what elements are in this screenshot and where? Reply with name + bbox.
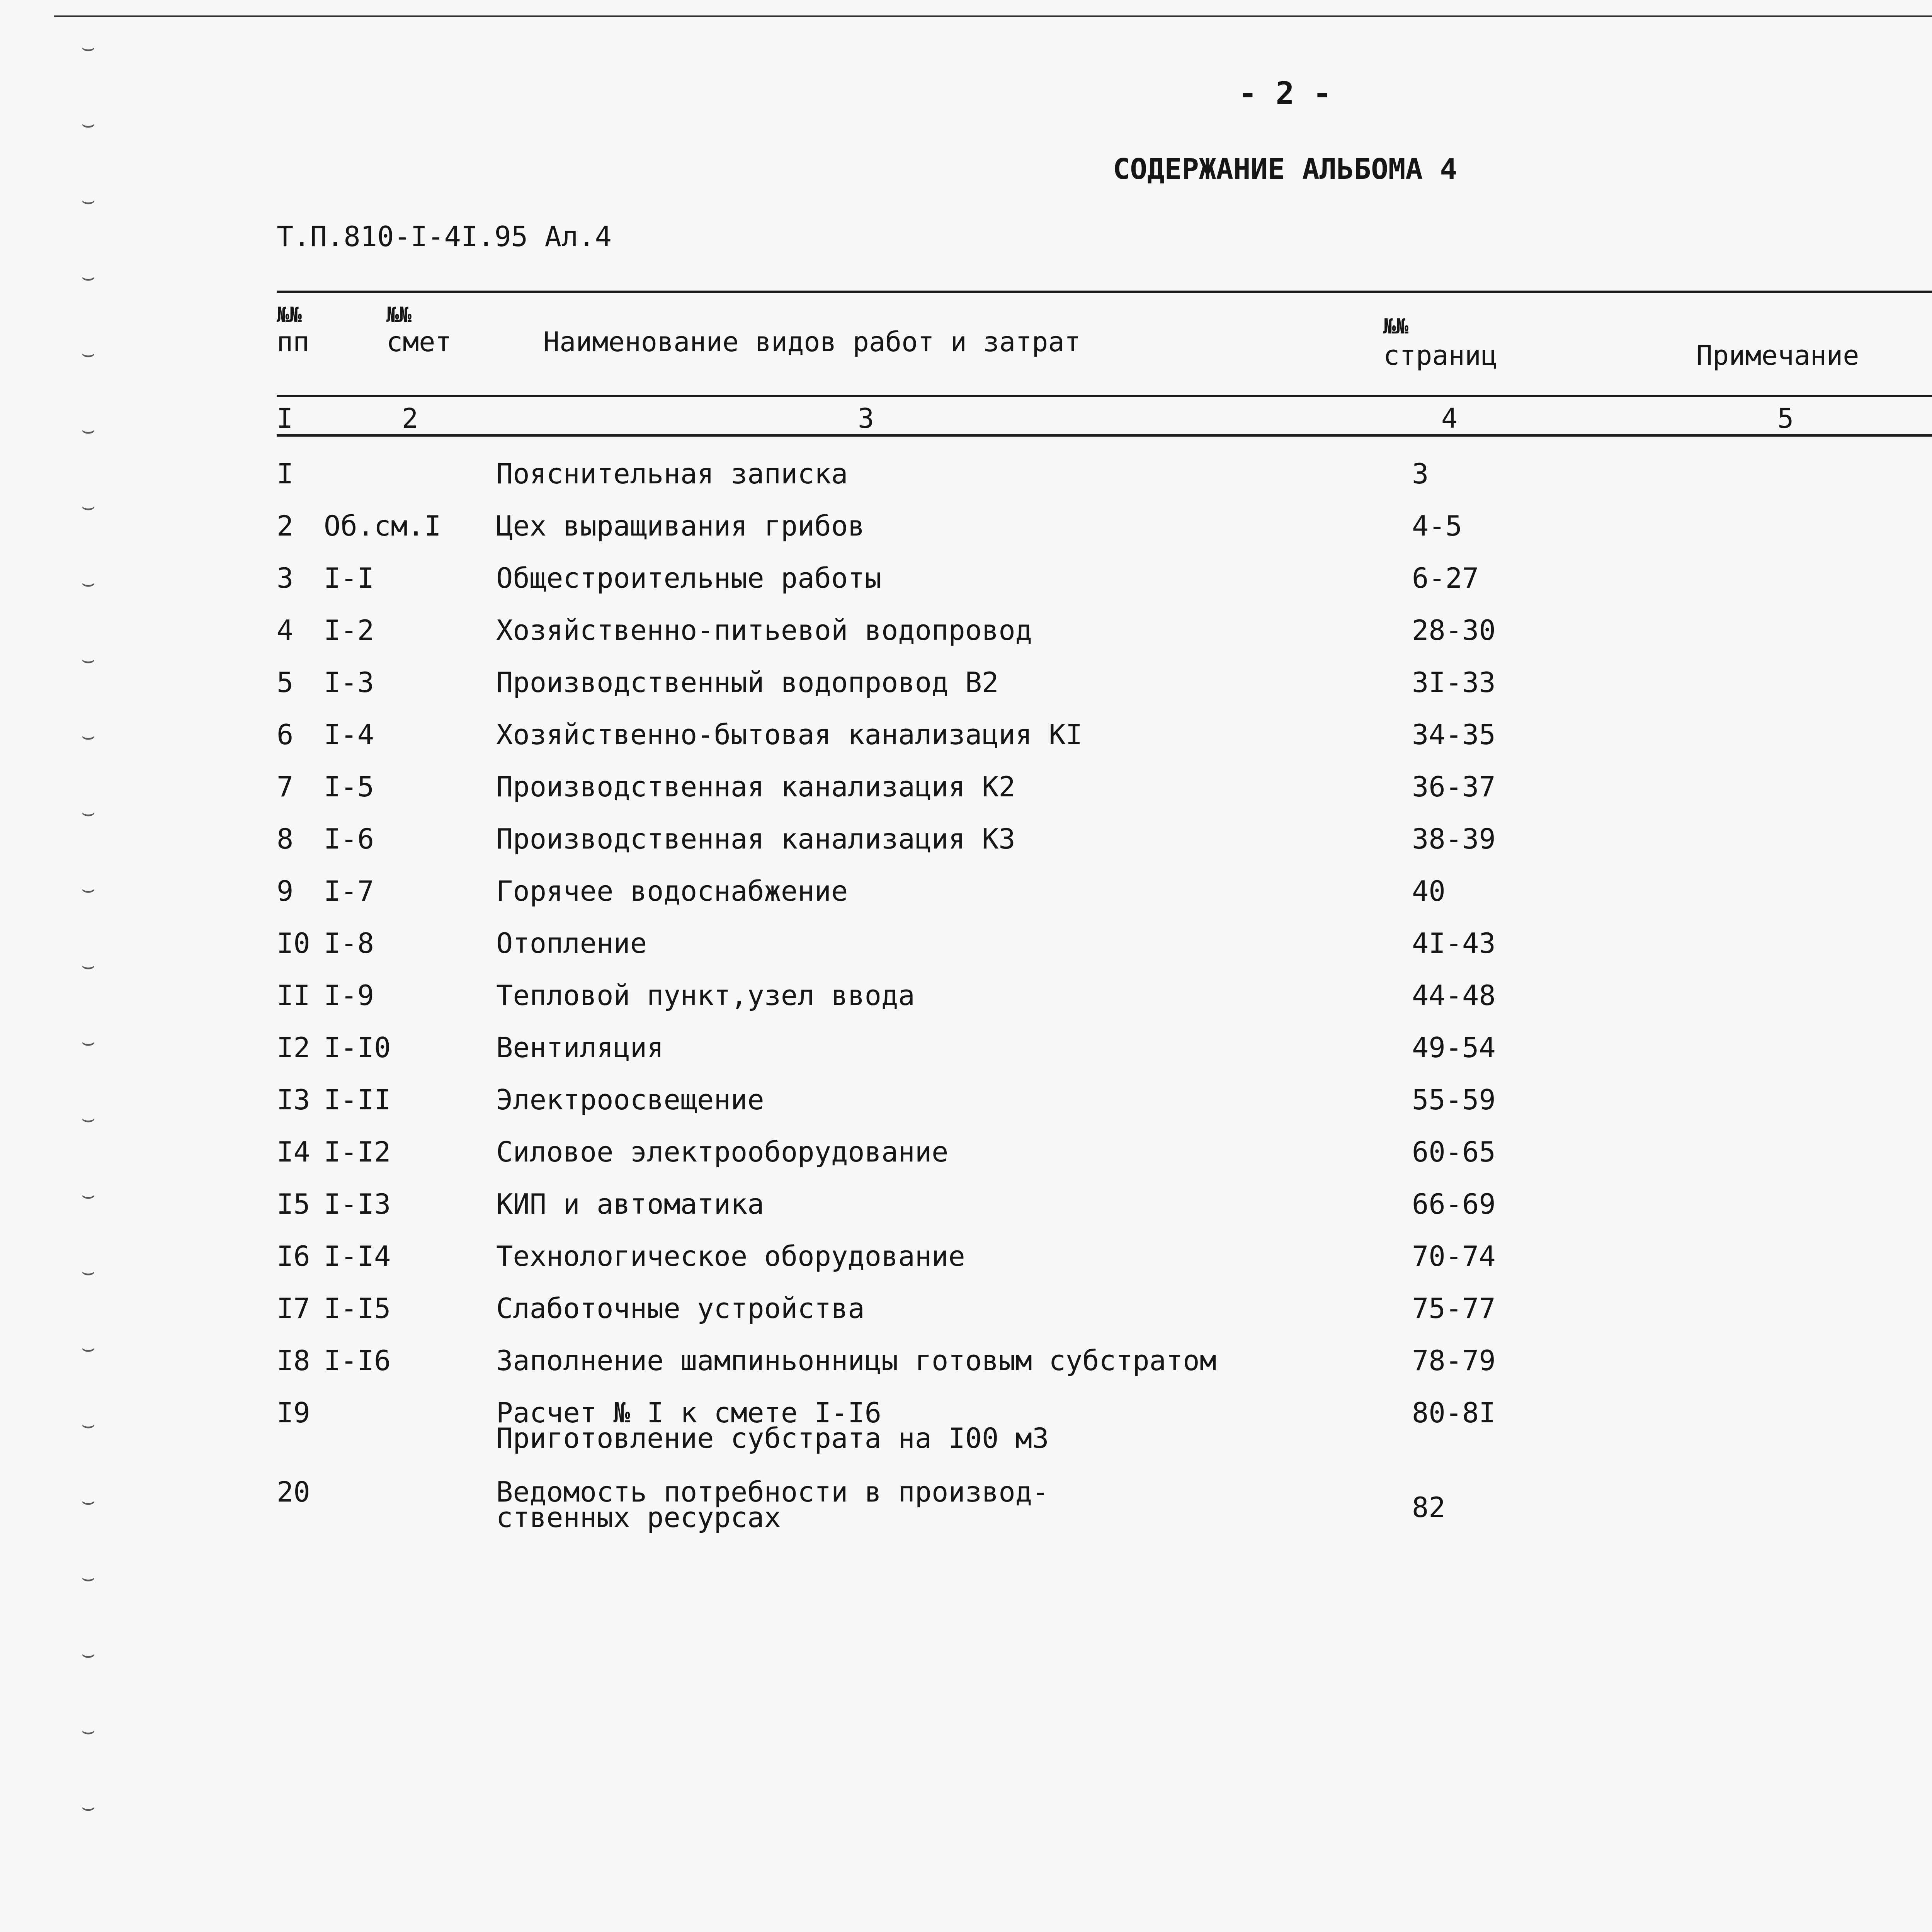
row-number: I0 bbox=[277, 927, 310, 959]
row-pages: 3 bbox=[1412, 457, 1429, 490]
row-work-name: Производственная канализация К3 bbox=[496, 823, 1015, 855]
scan-edge-line bbox=[54, 15, 1932, 17]
perforation-mark: ⌣ bbox=[81, 723, 95, 748]
row-pages: 36-37 bbox=[1412, 770, 1496, 803]
row-pages: 82 bbox=[1412, 1491, 1446, 1524]
row-estimate-number: I-I6 bbox=[324, 1344, 391, 1377]
perforation-mark: ⌣ bbox=[81, 35, 95, 60]
document-title: СОДЕРЖАНИЕ АЛЬБОМА 4 bbox=[1113, 153, 1458, 186]
row-pages: 80-8I bbox=[1412, 1396, 1496, 1429]
row-estimate-number: Об.см.I bbox=[324, 510, 441, 542]
table-row bbox=[0, 1242, 1932, 1293]
row-pages: 75-77 bbox=[1412, 1292, 1496, 1325]
row-work-name: Хозяйственно-питьевой водопровод bbox=[496, 614, 1032, 646]
row-pages: 60-65 bbox=[1412, 1136, 1496, 1168]
perforation-mark: ⌣ bbox=[81, 1029, 95, 1054]
col5-header: Примечание bbox=[1696, 340, 1859, 371]
perforation-mark: ⌣ bbox=[81, 1182, 95, 1208]
header-top-rule bbox=[277, 291, 1932, 293]
row-work-name: Общестроительные работы bbox=[496, 562, 881, 594]
table-row bbox=[0, 981, 1932, 1032]
column-numbers-rule bbox=[277, 434, 1932, 437]
row-number: II bbox=[277, 979, 310, 1012]
perforation-mark: ⌣ bbox=[81, 111, 95, 136]
header-bottom-rule bbox=[277, 395, 1932, 397]
table-row bbox=[0, 1294, 1932, 1345]
row-work-name: Хозяйственно-бытовая канализация КI bbox=[496, 718, 1083, 751]
row-pages: 38-39 bbox=[1412, 823, 1496, 855]
row-estimate-number: I-5 bbox=[324, 770, 374, 803]
perforation-mark: ⌣ bbox=[81, 570, 95, 595]
col2-header: смет bbox=[386, 326, 452, 358]
row-number: 8 bbox=[277, 823, 294, 855]
perforation-mark: ⌣ bbox=[81, 341, 95, 366]
row-work-name: Заполнение шампиньонницы готовым субстратом bbox=[496, 1344, 1216, 1377]
row-number: I6 bbox=[277, 1240, 310, 1272]
row-estimate-number: I-6 bbox=[324, 823, 374, 855]
col1-header: пп bbox=[277, 326, 310, 358]
table-row bbox=[0, 616, 1932, 667]
row-number: I8 bbox=[277, 1344, 310, 1377]
row-estimate-number: I-4 bbox=[324, 718, 374, 751]
row-estimate-number: I-I5 bbox=[324, 1292, 391, 1325]
row-work-name: Расчет № I к смете I-I6 bbox=[496, 1396, 881, 1429]
row-number: 4 bbox=[277, 614, 294, 646]
row-pages: 55-59 bbox=[1412, 1083, 1496, 1116]
table-row bbox=[0, 877, 1932, 927]
perforation-mark: ⌣ bbox=[81, 647, 95, 672]
perforation-mark: ⌣ bbox=[81, 1641, 95, 1667]
row-estimate-number: I-7 bbox=[324, 875, 374, 907]
col2-sign: №№ bbox=[386, 303, 412, 327]
col4-sign: №№ bbox=[1383, 314, 1409, 338]
table-row bbox=[0, 1083, 1932, 1136]
perforation-mark: ⌣ bbox=[81, 876, 95, 901]
perforation-mark: ⌣ bbox=[81, 1565, 95, 1590]
row-work-name: КИП и автоматика bbox=[496, 1188, 764, 1220]
document-code: Т.П.810-I-4I.95 Ал.4 bbox=[277, 220, 612, 253]
perforation-mark: ⌣ bbox=[81, 188, 95, 213]
table-row bbox=[0, 1190, 1932, 1240]
page-number: - 2 - bbox=[1238, 75, 1332, 111]
row-estimate-number: I-I bbox=[324, 562, 374, 594]
row-pages: 34-35 bbox=[1412, 718, 1496, 751]
row-pages: 3I-33 bbox=[1412, 666, 1496, 699]
row-work-name: Отопление bbox=[496, 927, 647, 959]
table-row bbox=[0, 1031, 1932, 1084]
row-pages: 49-54 bbox=[1412, 1031, 1496, 1064]
row-number: 5 bbox=[277, 666, 294, 699]
row-work-name: Силовое электрооборудование bbox=[496, 1136, 949, 1168]
row-work-name: Технологическое оборудование bbox=[496, 1240, 965, 1272]
row-pages: 78-79 bbox=[1412, 1344, 1496, 1377]
row-number: I5 bbox=[277, 1188, 310, 1220]
perforation-mark: ⌣ bbox=[81, 1794, 95, 1820]
row-number: 3 bbox=[277, 562, 294, 594]
perforation-mark: ⌣ bbox=[81, 1106, 95, 1131]
row-estimate-number: I-I0 bbox=[324, 1031, 391, 1064]
row-number: 9 bbox=[277, 875, 294, 907]
table-row bbox=[0, 825, 1932, 875]
perforation-mark: ⌣ bbox=[81, 1488, 95, 1514]
row-pages: 28-30 bbox=[1412, 614, 1496, 646]
column-number-5: 5 bbox=[1777, 403, 1794, 434]
perforation-mark: ⌣ bbox=[81, 1412, 95, 1437]
row-estimate-number: I-3 bbox=[324, 666, 374, 699]
row-work-name: Ведомость потребности в производ- bbox=[496, 1476, 1049, 1508]
col1-sign: №№ bbox=[277, 303, 302, 327]
column-number-3: 3 bbox=[858, 403, 874, 434]
row-pages: 40 bbox=[1412, 875, 1446, 907]
perforation-mark: ⌣ bbox=[81, 1718, 95, 1743]
row-pages: 4I-43 bbox=[1412, 927, 1496, 959]
col3-header: Наименование видов работ и затрат bbox=[543, 326, 1081, 358]
row-number: I7 bbox=[277, 1292, 310, 1325]
row-number: I2 bbox=[277, 1031, 310, 1064]
perforation-mark: ⌣ bbox=[81, 264, 95, 289]
row-work-name: Электроосвещение bbox=[496, 1083, 764, 1116]
row-estimate-number: I-I4 bbox=[324, 1240, 391, 1272]
row-number: I bbox=[277, 457, 294, 490]
row-estimate-number: I-2 bbox=[324, 614, 374, 646]
column-number-1: I bbox=[277, 403, 293, 434]
table-row bbox=[0, 770, 1932, 823]
perforation-mark: ⌣ bbox=[81, 494, 95, 519]
row-number: I4 bbox=[277, 1136, 310, 1168]
perforation-mark: ⌣ bbox=[81, 800, 95, 825]
column-number-4: 4 bbox=[1441, 403, 1458, 434]
table-row bbox=[0, 668, 1932, 719]
perforation-mark: ⌣ bbox=[81, 953, 95, 978]
row-work-name: Цех выращивания грибов bbox=[496, 510, 865, 542]
table-row bbox=[0, 1476, 1932, 1534]
table-row bbox=[0, 564, 1932, 614]
row-work-name: Пояснительная записка bbox=[496, 457, 848, 490]
row-work-name: Слаботочные устройства bbox=[496, 1292, 865, 1325]
row-work-name-continued: ственных ресурсах bbox=[496, 1501, 781, 1534]
row-work-name: Вентиляция bbox=[496, 1031, 664, 1064]
perforation-mark: ⌣ bbox=[81, 1335, 95, 1361]
table-row bbox=[0, 457, 1932, 510]
table-row bbox=[0, 1138, 1932, 1188]
row-estimate-number: I-I2 bbox=[324, 1136, 391, 1168]
row-work-name: Горячее водоснабжение bbox=[496, 875, 848, 907]
row-work-name: Производственная канализация К2 bbox=[496, 770, 1015, 803]
row-pages: 70-74 bbox=[1412, 1240, 1496, 1272]
perforation-mark: ⌣ bbox=[81, 1259, 95, 1284]
row-pages: 4-5 bbox=[1412, 510, 1463, 542]
table-row bbox=[0, 929, 1932, 980]
row-pages: 44-48 bbox=[1412, 979, 1496, 1012]
row-number: I9 bbox=[277, 1396, 310, 1429]
row-pages: 66-69 bbox=[1412, 1188, 1496, 1220]
table-row bbox=[0, 718, 1932, 771]
perforation-mark: ⌣ bbox=[81, 417, 95, 442]
row-number: 2 bbox=[277, 510, 294, 542]
row-work-name: Тепловой пункт,узел ввода bbox=[496, 979, 915, 1012]
row-number: I3 bbox=[277, 1083, 310, 1116]
column-number-2: 2 bbox=[402, 403, 418, 434]
row-estimate-number: I-I3 bbox=[324, 1188, 391, 1220]
row-estimate-number: I-II bbox=[324, 1083, 391, 1116]
table-row bbox=[0, 1396, 1932, 1454]
row-estimate-number: I-9 bbox=[324, 979, 374, 1012]
row-number: 7 bbox=[277, 770, 294, 803]
row-number: 6 bbox=[277, 718, 294, 751]
table-row bbox=[0, 512, 1932, 562]
row-estimate-number: I-8 bbox=[324, 927, 374, 959]
row-work-name-continued: Приготовление субстрата на I00 м3 bbox=[496, 1422, 1049, 1454]
row-number: 20 bbox=[277, 1476, 310, 1508]
row-work-name: Производственный водопровод В2 bbox=[496, 666, 999, 699]
table-row bbox=[0, 1344, 1932, 1397]
col4-header: страниц bbox=[1383, 340, 1498, 371]
row-pages: 6-27 bbox=[1412, 562, 1479, 594]
